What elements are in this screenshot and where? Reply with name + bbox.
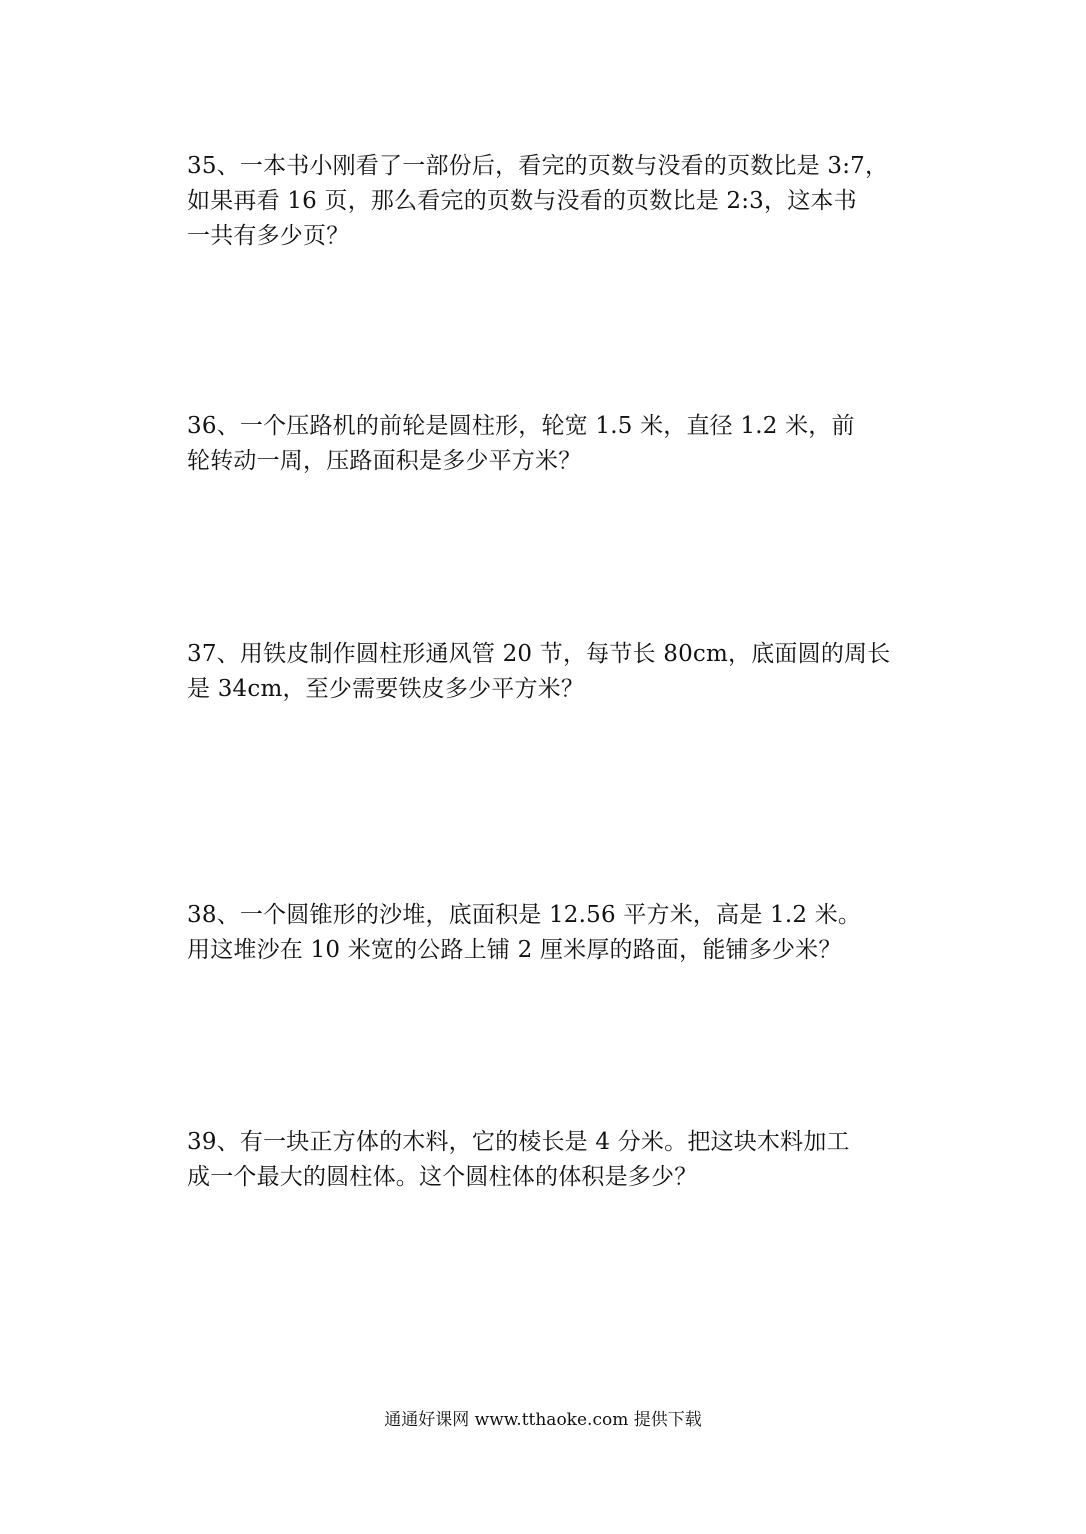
problem-text-line: 36、一个压路机的前轮是圆柱形，轮宽 1.5 米，直径 1.2 米，前 [187, 413, 855, 439]
problem-text-line: 成一个最大的圆柱体。这个圆柱体的体积是多少？ [187, 1164, 698, 1190]
problem-text-line: 35、一本书小刚看了一部份后，看完的页数与没看的页数比是 3:7， [187, 153, 889, 179]
problem-38 [187, 898, 903, 968]
problem-text-line: 39、有一块正方体的木料，它的棱长是 4 分米。把这块木料加工 [187, 1129, 850, 1155]
problem-text-line: 一共有多少页？ [187, 223, 350, 249]
problem-text-line: 是 34cm，至少需要铁皮多少平方米？ [187, 676, 585, 702]
problem-36 [187, 409, 903, 479]
problem-text-line: 轮转动一周，压路面积是多少平方米？ [187, 448, 582, 474]
problem-text-line: 38、一个圆锥形的沙堆，底面积是 12.56 平方米，高是 1.2 米。 [187, 902, 862, 928]
problem-39 [187, 1125, 903, 1195]
problem-text-line: 用这堆沙在 10 米宽的公路上铺 2 厘米厚的路面，能铺多少米？ [187, 937, 842, 963]
problem-text-line: 如果再看 16 页，那么看完的页数与没看的页数比是 2:3，这本书 [187, 188, 857, 214]
problem-text-line: 37、用铁皮制作圆柱形通风管 20 节，每节长 80cm，底面圆的周长 [187, 641, 891, 667]
problem-37 [187, 637, 903, 707]
problem-35 [187, 149, 903, 254]
page-footer: 通通好课网 www.tthaoke.com 提供下载 [384, 1410, 702, 1430]
